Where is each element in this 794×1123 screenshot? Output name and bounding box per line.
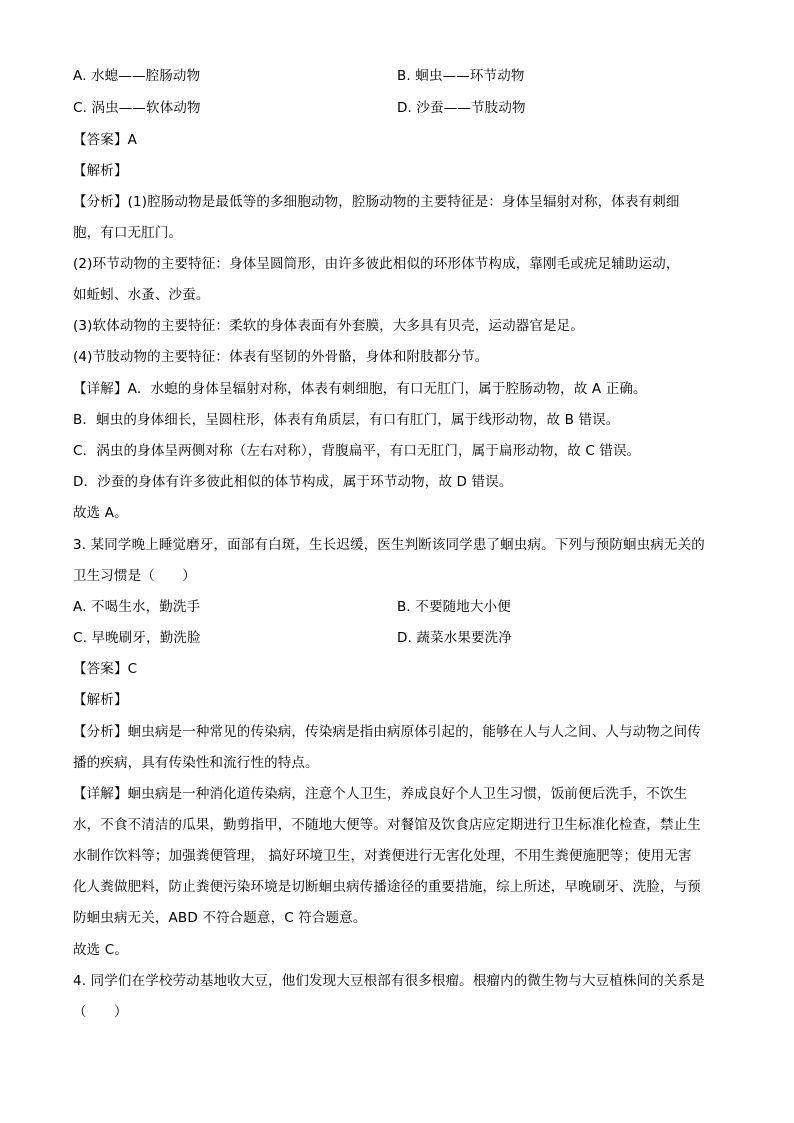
q3-analysis-heading: 【解析】 <box>73 692 128 708</box>
q2-analysis-line: 如蚯蚓、水蚤、沙蚕。 <box>73 287 210 303</box>
q2-analysis-line: 故选 A。 <box>73 505 128 521</box>
q3-answer: 【答案】C <box>73 661 138 677</box>
q2-analysis-line: (2)环节动物的主要特征：身体呈圆筒形，由许多彼此相似的环形体节构成，靠刚毛或疣足辅助运动， <box>73 256 680 272</box>
q3-analysis-line: 水，不食不清洁的瓜果，勤剪指甲，不随地大便等。对餐馆及饮食店应定期进行卫生标准化检查，禁止生 <box>73 817 701 833</box>
q2-analysis-line: 胞，有口无肛门。 <box>73 225 183 241</box>
q2-analysis-heading: 【解析】 <box>73 163 128 179</box>
q3-option-b: B. 不要随地大小便 <box>397 599 511 615</box>
q2-option-d: D. 沙蚕——节肢动物 <box>397 100 526 116</box>
q3-analysis-line: 故选 C。 <box>73 942 128 958</box>
q3-analysis-line: 化人粪做肥料，防止粪便污染环境是切断蛔虫病传播途径的重要措施，综上所述，早晚刷牙、洗脸，与预 <box>73 879 701 895</box>
q3-stem: 3. 某同学晚上睡觉磨牙，面部有白斑，生长迟缓，医生判断该同学患了蛔虫病。下列与预防蛔虫病无关的 <box>73 537 705 553</box>
q3-option-a: A. 不喝生水，勤洗手 <box>73 599 201 615</box>
q2-option-c: C. 涡虫——软体动物 <box>73 100 201 116</box>
q2-answer: 【答案】A <box>73 132 137 148</box>
q2-analysis-line: (4)节肢动物的主要特征：体表有坚韧的外骨骼，身体和附肢都分节。 <box>73 349 489 365</box>
q4-stem: 4. 同学们在学校劳动基地收大豆，他们发现大豆根部有很多根瘤。根瘤内的微生物与大豆植株间的关系是 <box>73 973 705 989</box>
q3-stem: 卫生习惯是（ ） <box>73 568 196 584</box>
q2-analysis-line: D．沙蚕的身体有许多彼此相似的体节构成，属于环节动物，故 D 错误。 <box>73 474 513 490</box>
q3-analysis-line: 播的疾病，具有传染性和流行性的特点。 <box>73 755 319 771</box>
q2-analysis-line: 【分析】(1)腔肠动物是最低等的多细胞动物，腔肠动物的主要特征是：身体呈辐射对称，体表有刺细 <box>73 194 680 210</box>
q3-option-c: C. 早晚刷牙，勤洗脸 <box>73 630 201 646</box>
q3-analysis-line: 防蛔虫病无关，ABD 不符合题意，C 符合题意。 <box>73 910 367 926</box>
q3-analysis-line: 【详解】蛔虫病是一种消化道传染病，注意个人卫生，养成良好个人卫生习惯，饭前便后洗手，不饮生 <box>73 786 688 802</box>
q2-analysis-line: (3)软体动物的主要特征：柔软的身体表面有外套膜，大多具有贝壳，运动器官是足。 <box>73 318 584 334</box>
q3-analysis-line: 【分析】蛔虫病是一种常见的传染病，传染病是指由病原体引起的，能够在人与人之间、人与动物之间传 <box>73 724 701 740</box>
q2-analysis-line: C．涡虫的身体呈两侧对称（左右对称），背腹扁平，有口无肛门，属于扁形动物，故 C 错误。 <box>73 443 641 459</box>
q2-analysis-line: B．蛔虫的身体细长，呈圆柱形，体表有角质层，有口有肛门，属于线形动物，故 B 错误。 <box>73 412 620 428</box>
q3-analysis-line: 水制作饮料等；加强粪便管理， 搞好环境卫生，对粪便进行无害化处理，不用生粪便施肥等；使用无害 <box>73 848 692 864</box>
q2-analysis-line: 【详解】A．水螅的身体呈辐射对称，体表有刺细胞，有口无肛门，属于腔肠动物，故 A 正确。 <box>73 381 647 397</box>
q2-option-a: A. 水螅——腔肠动物 <box>73 68 201 84</box>
q2-option-b: B. 蛔虫——环节动物 <box>397 68 525 84</box>
q4-stem: （ ） <box>73 1004 128 1020</box>
q3-option-d: D. 蔬菜水果要洗净 <box>397 630 512 646</box>
